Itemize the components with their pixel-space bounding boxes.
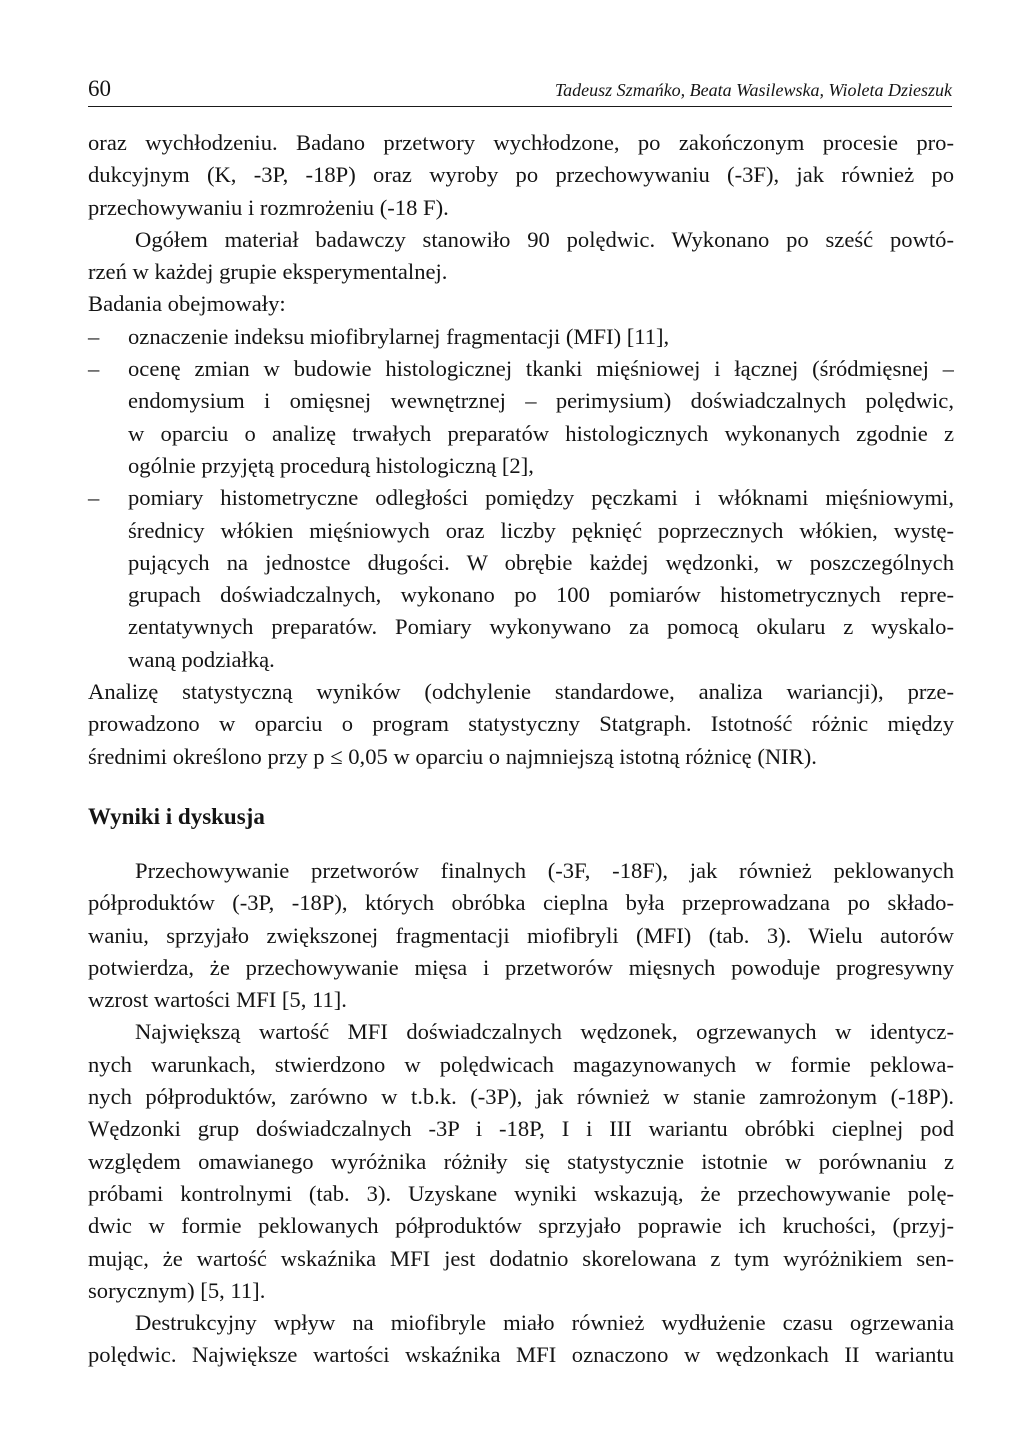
text-line: sorycznym) [5, 11]. <box>88 1277 266 1303</box>
text-line: oraz wychłodzeniu. Badano przetwory wychłodzone, po zakończonym procesie pro- <box>88 130 954 155</box>
list-item <box>88 321 954 353</box>
text-line: oznaczenie indeksu miofibrylarnej fragmentacji (MFI) [11], <box>128 323 670 349</box>
statistics-paragraph <box>88 676 954 773</box>
text-line: Destrukcyjny wpływ na miofibryle miało również wydłużenie czasu ogrzewania <box>135 1310 954 1336</box>
scope-list <box>88 321 954 676</box>
text-line: dukcyjnym (K, -3P, -18P) oraz wyroby po przechowywaniu (-3F), jak również po <box>88 162 954 188</box>
results-paragraph <box>88 1016 954 1307</box>
text-line: pomiary histometryczne odległości pomiędzy pęczkami i włóknami mięśniowymi, <box>128 485 954 511</box>
text-line: ogólnie przyjętą procedurą histologiczną [2], <box>128 452 534 478</box>
text-line: nych półproduktów, zarówno w t.b.k. (-3P), jak również w stanie zamrożonym (-18P). <box>88 1084 954 1110</box>
section-heading: Wyniki i dyskusja <box>88 803 265 829</box>
text-line: Przechowywanie przetworów finalnych (-3F, -18F), jak również peklowanych <box>135 857 954 883</box>
results-paragraph <box>88 1307 954 1372</box>
results-paragraph <box>88 855 954 1016</box>
text-line: potwierdza, że przechowywanie mięsa i przetworów mięsnych powoduje progresywny <box>88 954 954 980</box>
text-line: endomysium i omięsnej wewnętrznej – perimysium) doświadczalnych polędwic, <box>128 388 954 414</box>
text-line: mując, że wartość wskaźnika MFI jest dodatnio skorelowana z tym wyróżnikiem sen- <box>88 1245 954 1271</box>
list-item <box>88 353 954 482</box>
text-line: waną podziałką. <box>128 646 275 672</box>
intro-paragraph <box>88 127 954 224</box>
text-line: polędwic. Największe wartości wskaźnika MFI oznaczono w wędzonkach II wariantu <box>88 1342 954 1368</box>
text-line: zentatywnych preparatów. Pomiary wykonywano za pomocą okularu z wyskalo- <box>128 614 954 640</box>
running-head-authors: Tadeusz Szmańko, Beata Wasilewska, Wioleta Dzieszuk <box>554 80 952 100</box>
text-line: Największą wartość MFI doświadczalnych wędzonek, ogrzewanych w identycz- <box>135 1019 954 1045</box>
text-line: wzrost wartości MFI [5, 11]. <box>88 987 347 1013</box>
text-line: Analizę statystyczną wyników (odchylenie standardowe, analiza wariancji), prze- <box>88 679 954 705</box>
text-line: dwic w formie peklowanych półproduktów sprzyjało poprawie ich kruchości, (przyj- <box>88 1213 954 1239</box>
text-line: waniu, sprzyjało zwiększonej fragmentacji miofibryli (MFI) (tab. 3). Wielu autorów <box>88 922 954 948</box>
text-line: półproduktów (-3P, -18P), których obróbka cieplna była przeprowadzana po składo- <box>88 890 954 916</box>
text-line: grupach doświadczalnych, wykonano po 100 pomiarów histometrycznych repre- <box>128 582 954 608</box>
list-item <box>88 482 954 676</box>
text-line: względem omawianego wyróżnika różniły się statystycznie istotnie w porównaniu z <box>88 1148 954 1174</box>
text-line: próbami kontrolnymi (tab. 3). Uzyskane wyniki wskazują, że przechowywanie polę- <box>88 1180 954 1206</box>
text-line: Ogółem materiał badawczy stanowiło 90 polędwic. Wykonano po sześć powtó- <box>135 226 954 252</box>
dash-bullet: – <box>88 356 100 382</box>
text-line: pujących na jednostce długości. W obrębie każdej wędzonki, w poszczególnych <box>128 549 954 575</box>
dash-bullet: – <box>88 323 100 349</box>
text-line: Wędzonki grup doświadczalnych -3P i -18P, I i III wariantu obróbki cieplnej pod <box>88 1116 954 1142</box>
page-body <box>88 127 954 1372</box>
text-line: rzeń w każdej grupie eksperymentalnej. <box>88 259 448 285</box>
page-number: 60 <box>88 76 111 101</box>
text-line: nych warunkach, stwierdzono w polędwicach magazynowanych w formie peklowa- <box>88 1051 954 1077</box>
dash-bullet: – <box>88 485 100 511</box>
scope-intro: Badania obejmowały: <box>88 291 286 317</box>
text-line: średnicy włókien mięśniowych oraz liczby pęknięć poprzecznych włókien, wystę- <box>128 517 954 543</box>
text-line: ocenę zmian w budowie histologicznej tkanki mięśniowej i łącznej (śródmięsnej – <box>128 356 954 382</box>
text-line: prowadzono w oparciu o program statystyczny Statgraph. Istotność różnic między <box>88 711 954 737</box>
text-line: w oparciu o analizę trwałych preparatów histologicznych wykonanych zgodnie z <box>128 420 954 446</box>
text-line: średnimi określono przy p ≤ 0,05 w oparciu o najmniejszą istotną różnicę (NIR). <box>88 743 817 769</box>
text-line: przechowywaniu i rozmrożeniu (-18 F). <box>88 194 449 220</box>
page-header <box>88 70 952 107</box>
material-paragraph <box>88 224 954 289</box>
